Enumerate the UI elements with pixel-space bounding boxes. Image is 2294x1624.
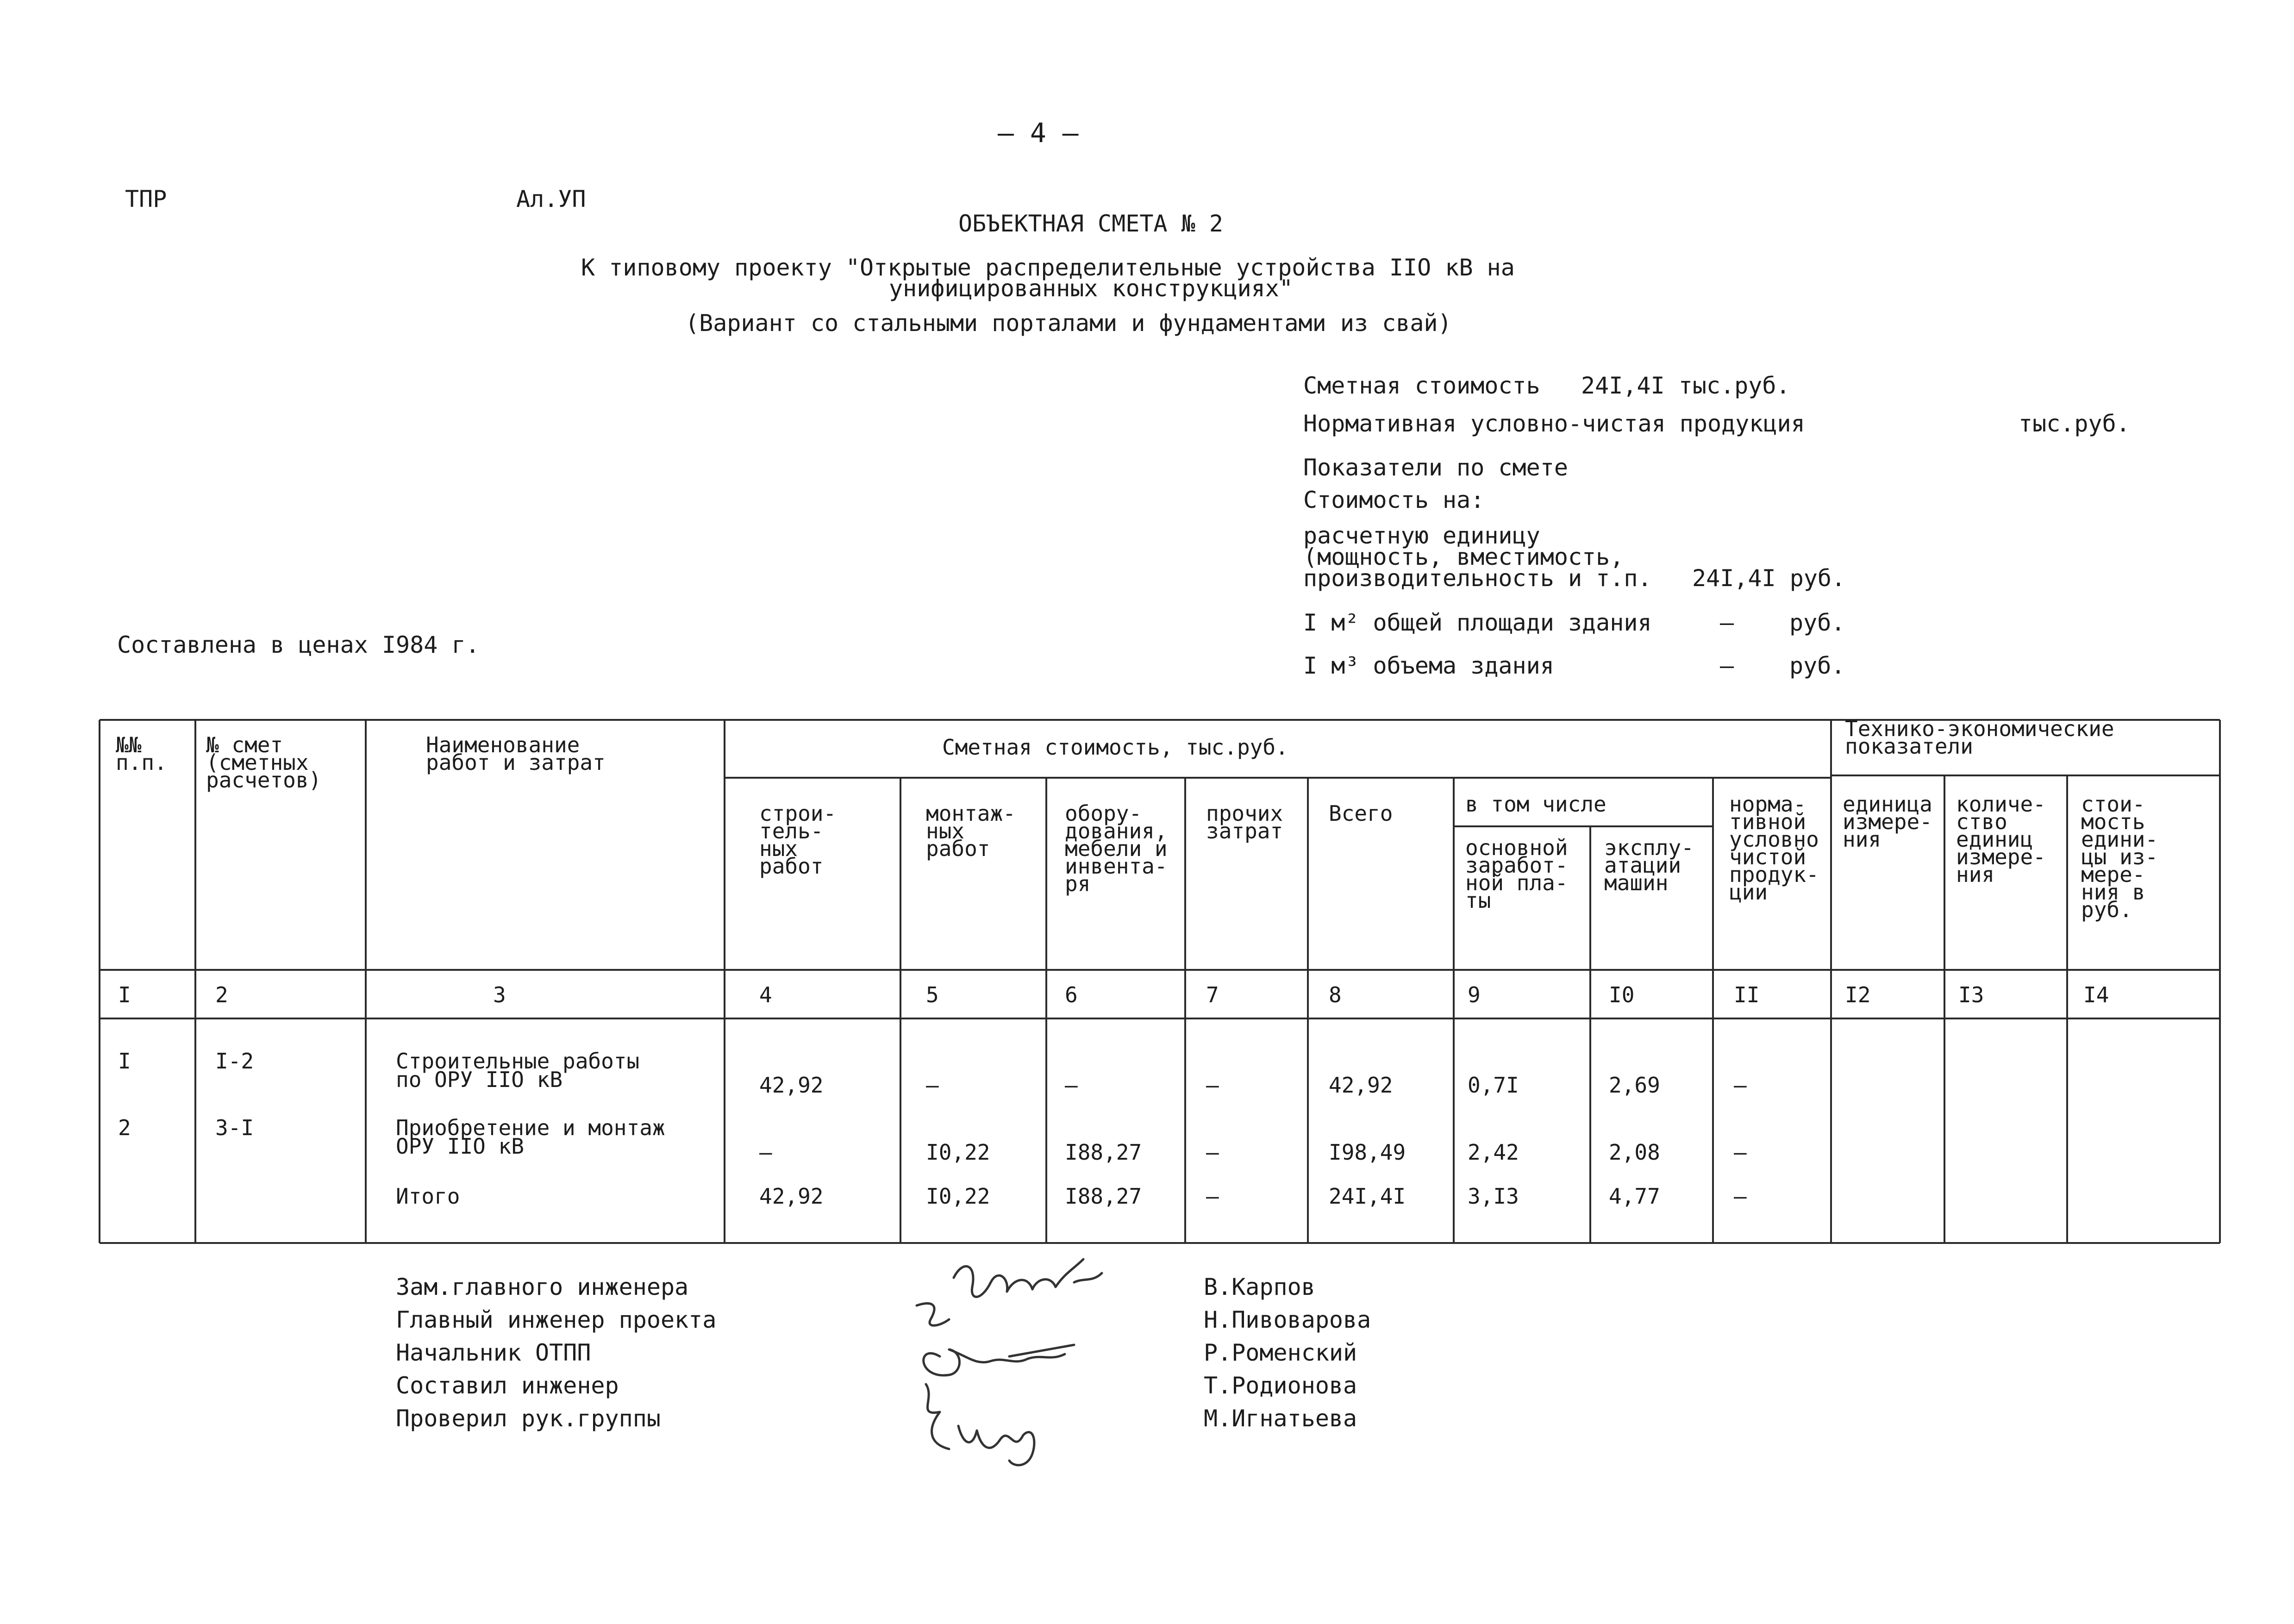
volume-cost-unit: руб.	[1789, 652, 1845, 679]
table-row-total-installation: I0,22	[926, 1184, 990, 1209]
header-equipment: обору- дования, мебели и инвента- ря	[1065, 801, 1168, 896]
header-including: в том числе	[1465, 792, 1606, 817]
column-number: 6	[1065, 982, 1078, 1007]
table-row-1-wages: 0,7I	[1468, 1073, 1519, 1098]
prices-note: Составлена в ценах I984 г.	[117, 631, 480, 658]
table-row-1-estimate: I-2	[215, 1049, 254, 1074]
column-number: 2	[215, 982, 228, 1007]
table-row-1-normative: –	[1734, 1073, 1747, 1098]
estimated-cost-value: 24I,4I тыс.руб.	[1581, 372, 1790, 399]
table-row-2-equipment: I88,27	[1065, 1140, 1142, 1165]
signature-role: Зам.главного инженера	[396, 1274, 689, 1300]
table-row-2-total: I98,49	[1329, 1140, 1406, 1165]
header-unit-of-measure: единица измере- ния	[1843, 792, 1932, 852]
table-row-total-wages: 3,I3	[1468, 1184, 1519, 1209]
normative-production-label: Нормативная условно-чистая продукция	[1303, 410, 1805, 437]
table-row-1-name-line1: Строительные работы	[396, 1049, 640, 1074]
signature-name: М.Игнатьева	[1204, 1405, 1357, 1432]
indicators-label: Показатели по смете	[1303, 454, 1568, 481]
table-row-1-other: –	[1206, 1073, 1219, 1098]
signature-role: Проверил рук.группы	[396, 1405, 661, 1432]
signature-name: В.Карпов	[1204, 1274, 1315, 1300]
document-code: ТПР	[125, 186, 167, 212]
header-cost-group: Сметная стоимость, тыс.руб.	[942, 735, 1288, 760]
column-number: 7	[1206, 982, 1219, 1007]
table-row-total-construction: 42,92	[759, 1184, 824, 1209]
header-other-costs: прочих затрат	[1206, 801, 1283, 843]
column-number: I	[118, 982, 131, 1007]
album-label: Ал.УП	[516, 186, 586, 212]
unit-cost-line1: расчетную единицу	[1303, 522, 1540, 549]
column-number: I3	[1958, 982, 1984, 1007]
column-number: 4	[759, 982, 772, 1007]
header-machine-operation: эксплу- атации машин	[1604, 835, 1694, 895]
table-row-total-total: 24I,4I	[1329, 1184, 1406, 1209]
signature-name: Р.Роменский	[1204, 1339, 1357, 1366]
header-estimate-number: № смет (сметных расчетов)	[206, 732, 322, 793]
table-row-1-total: 42,92	[1329, 1073, 1393, 1098]
header-unit-cost: стои- мость едини- цы из- мере- ния в руб.	[2081, 792, 2158, 922]
column-number: I0	[1609, 982, 1635, 1007]
area-cost-label: I м² общей площади здания	[1303, 609, 1652, 636]
unit-cost-line2: (мощность, вместимость,	[1303, 543, 1624, 570]
table-row-1-name-line2: по ОРУ IIО кВ	[396, 1067, 563, 1092]
header-quantity: количе- ство единиц измере- ния	[1956, 792, 2046, 887]
table-row-total-machines: 4,77	[1609, 1184, 1660, 1209]
unit-cost-line3: производительность и т.п.	[1303, 565, 1652, 592]
table-row-2-normative: –	[1734, 1140, 1747, 1165]
table-row-2-name-line1: Приобретение и монтаж	[396, 1115, 665, 1140]
table-row-total-equipment: I88,27	[1065, 1184, 1142, 1209]
signature-role: Главный инженер проекта	[396, 1306, 717, 1333]
signature-name: Т.Родионова	[1204, 1372, 1357, 1399]
header-basic-wages: основной заработ- ной пла- ты	[1465, 835, 1568, 913]
table-row-2-number: 2	[118, 1115, 131, 1140]
unit-cost-value: 24I,4I руб.	[1692, 565, 1846, 592]
header-normative-production: норма- тивной условно чистой продук- ции	[1729, 792, 1819, 905]
table-row-total-label: Итого	[396, 1184, 460, 1209]
volume-cost-dash: –	[1720, 652, 1734, 679]
project-subtitle-line1: К типовому проекту "Открытые распределительные устройства IIО кВ на	[581, 254, 1515, 281]
table-row-1-installation: –	[926, 1073, 939, 1098]
area-cost-dash: –	[1720, 609, 1734, 636]
header-installation-works: монтаж- ных работ	[926, 801, 1016, 861]
header-total: Всего	[1329, 801, 1393, 826]
column-number: 3	[493, 982, 506, 1007]
volume-cost-label: I м³ объема здания	[1303, 652, 1554, 679]
table-row-2-machines: 2,08	[1609, 1140, 1660, 1165]
table-row-2-construction: –	[759, 1140, 772, 1165]
project-subtitle-line2: унифицированных конструкциях"	[889, 275, 1293, 302]
table-row-2-wages: 2,42	[1468, 1140, 1519, 1165]
table-row-1-equipment: –	[1065, 1073, 1078, 1098]
signature-role: Начальник ОТПП	[396, 1339, 591, 1366]
header-tech-group: Технико-экономические показатели	[1845, 716, 2114, 759]
estimated-cost-label: Сметная стоимость	[1303, 372, 1540, 399]
page-number: – 4 –	[998, 117, 1079, 149]
header-row-number: №№ п.п.	[116, 732, 167, 775]
column-number: 8	[1329, 982, 1342, 1007]
header-construction-works: строи- тель- ных работ	[759, 801, 837, 879]
column-number: 9	[1468, 982, 1481, 1007]
header-work-name: Наименование работ и затрат	[426, 732, 606, 775]
table-row-2-name-line2: ОРУ IIО кВ	[396, 1134, 524, 1159]
table-row-total-other: –	[1206, 1184, 1219, 1209]
signature-name: Н.Пивоварова	[1204, 1306, 1371, 1333]
area-cost-unit: руб.	[1789, 609, 1845, 636]
estimate-title: ОБЪЕКТНАЯ СМЕТА № 2	[958, 210, 1223, 237]
cost-on-label: Стоимость на:	[1303, 487, 1485, 513]
column-number: II	[1734, 982, 1760, 1007]
table-row-2-installation: I0,22	[926, 1140, 990, 1165]
normative-production-unit: тыс.руб.	[2019, 410, 2130, 437]
project-variant: (Вариант со стальными порталами и фундаментами из свай)	[685, 310, 1452, 337]
column-number: I4	[2083, 982, 2109, 1007]
table-row-2-other: –	[1206, 1140, 1219, 1165]
table-row-total-normative: –	[1734, 1184, 1747, 1209]
signature-role: Составил инженер	[396, 1372, 619, 1399]
handwritten-signatures	[898, 1250, 1139, 1472]
column-number: 5	[926, 982, 939, 1007]
table-row-1-machines: 2,69	[1609, 1073, 1660, 1098]
table-row-2-estimate: 3-I	[215, 1115, 254, 1140]
table-row-1-number: I	[118, 1049, 131, 1074]
table-row-1-construction: 42,92	[759, 1073, 824, 1098]
column-number: I2	[1845, 982, 1871, 1007]
